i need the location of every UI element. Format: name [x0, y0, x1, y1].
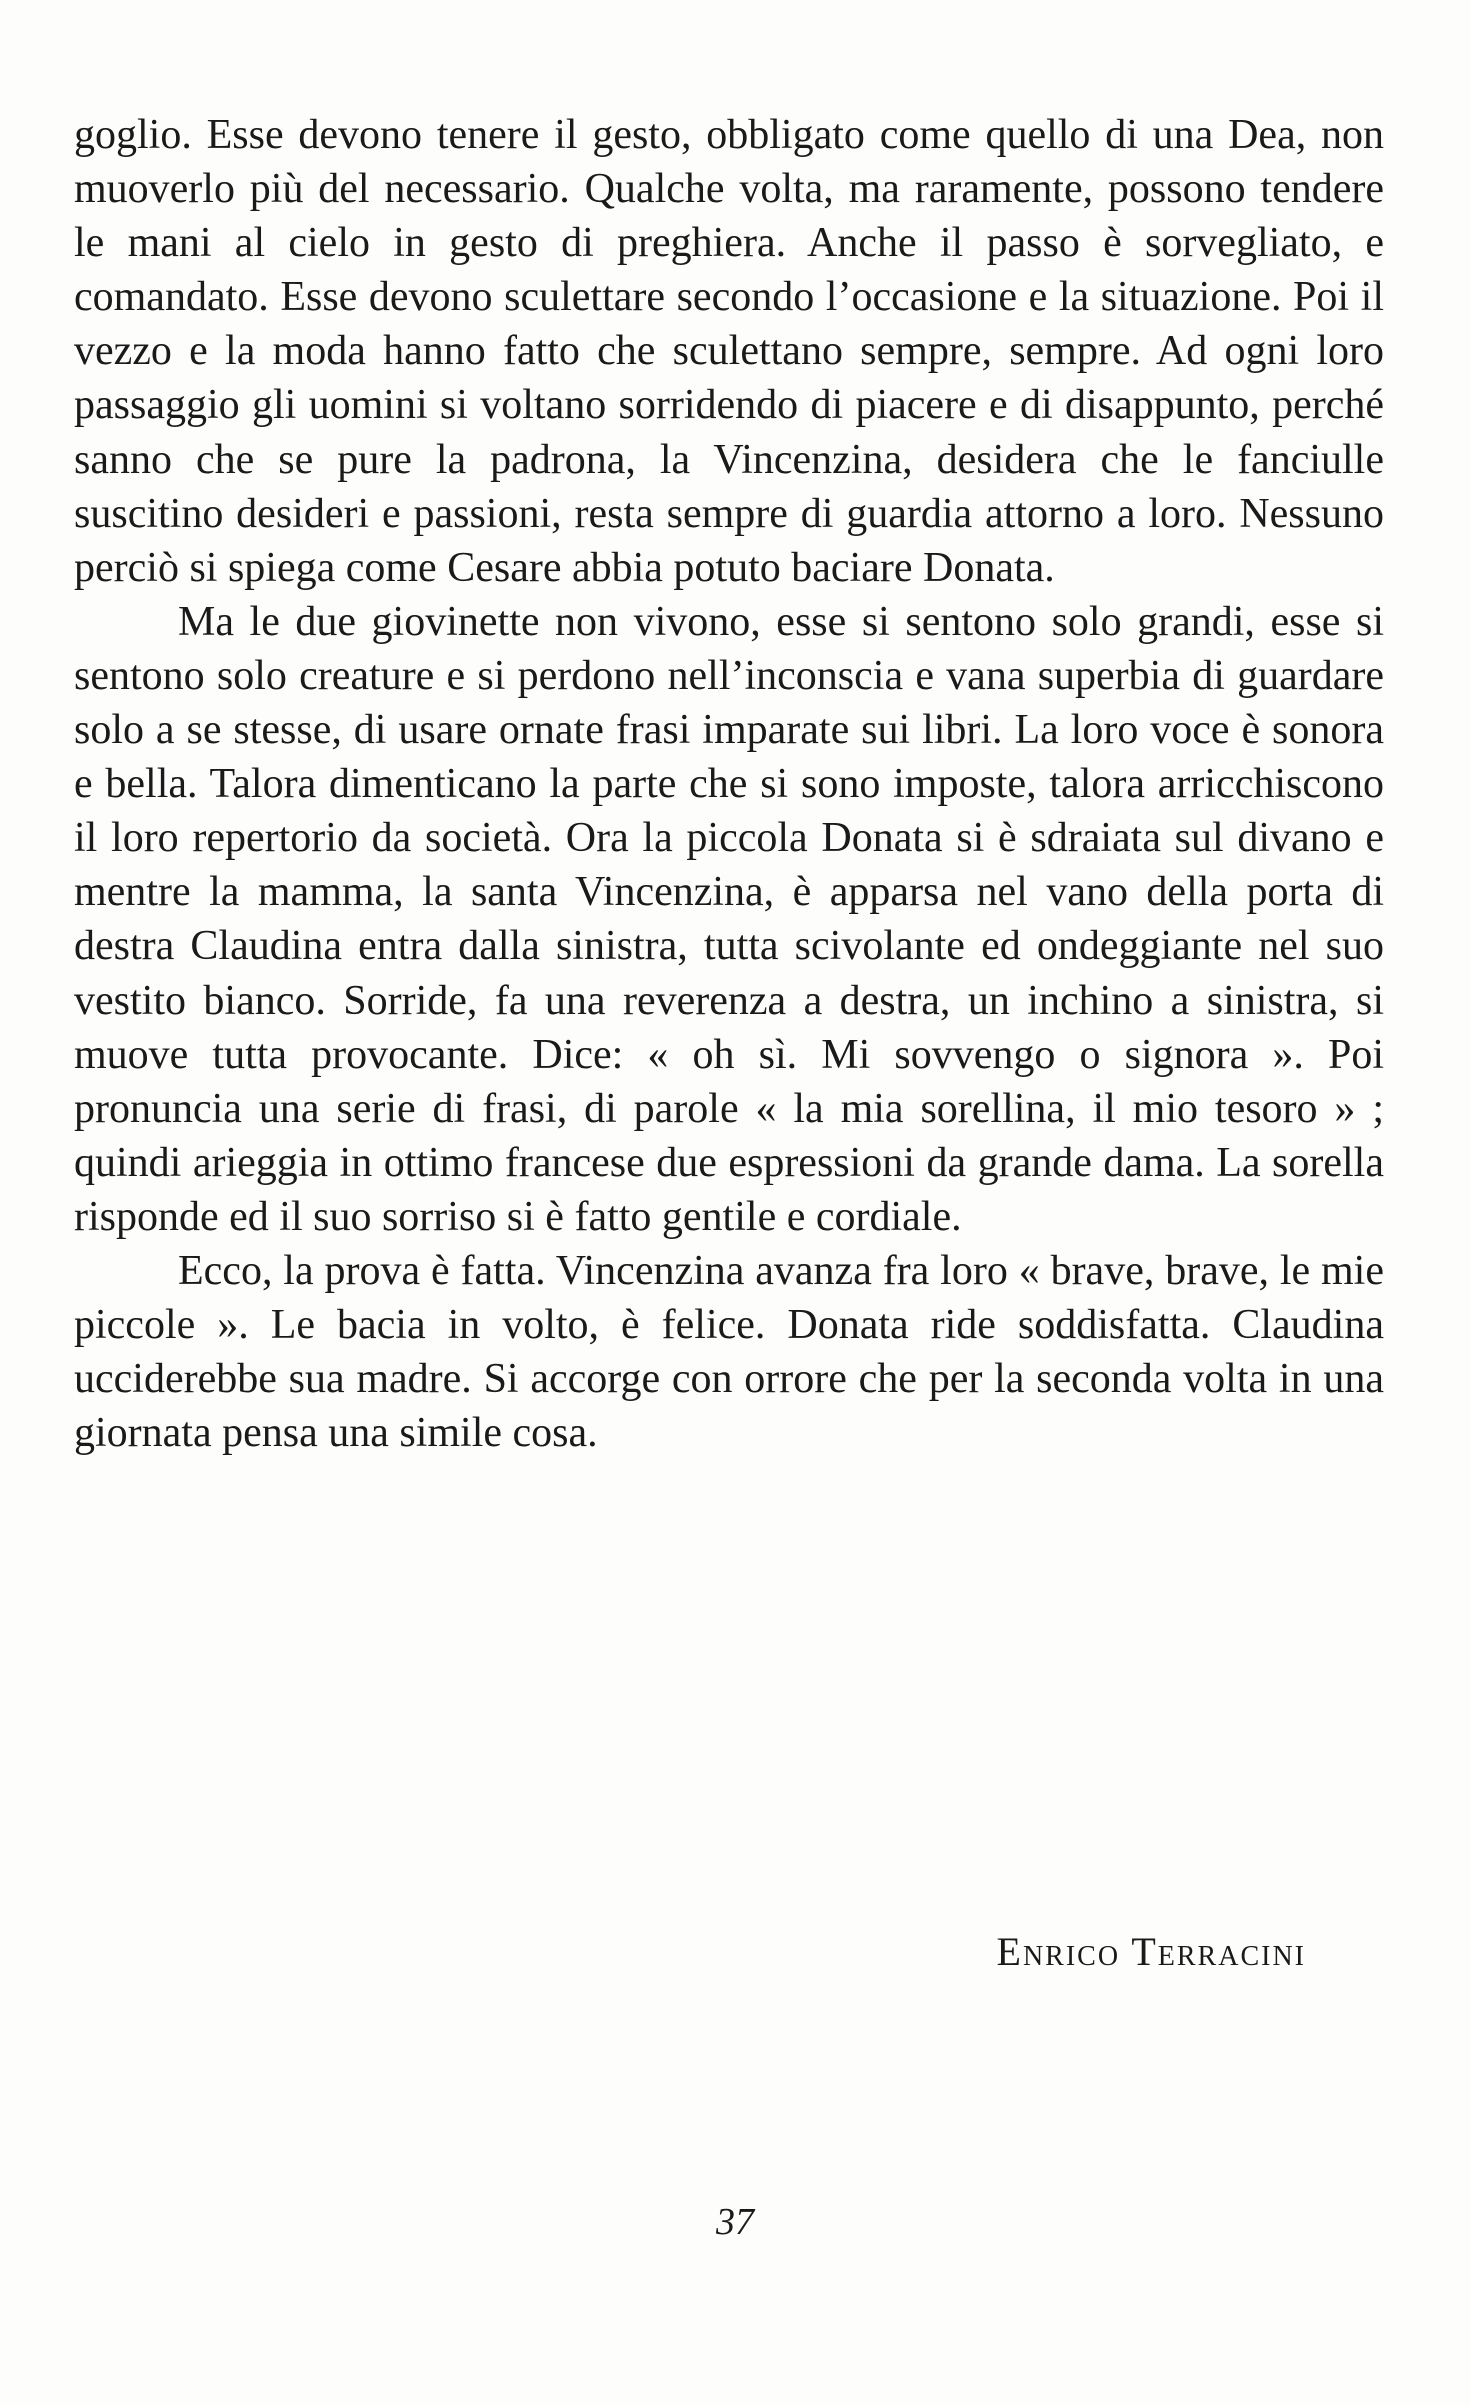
paragraph-3: Ecco, la prova è fatta. Vincenzina avanza fra loro « brave, brave, le mie piccole ». Le bacia in volto, è felice. Donata ride soddisfatta. Claudina ucciderebbe sua madre. Si accorge con orrore che per la seconda volta in una giornata pensa una simile cosa.: [74, 1247, 1384, 1457]
author-signature: Enrico Terracini: [996, 1929, 1306, 1974]
paragraph-2: Ma le due giovinette non vivono, esse si sentono solo grandi, esse si sentono solo creature e si perdono nell’inconscia e vana superbia di guardare solo a se stesse, di usare ornate frasi imparate sui libri. La loro voce è sonora e bella. Talora dimenticano la parte che si sono imposte, talora arricchiscono il loro repertorio da società. Ora la piccola Donata si è sdraiata sul divano e mentre la mamma, la santa Vincenzina, è apparsa nel vano della porta di destra Claudina entra dalla sinistra, tutta scivolante ed ondeggiante nel suo vestito bianco. Sorride, fa una reverenza a destra, un inchino a sinistra, si muove tutta provocante. Dice: « oh sì. Mi sovvengo o signora ». Poi pronuncia una serie di frasi, di parole « la mia sorellina, il mio tesoro » ; quindi arieggia in ottimo francese due espressioni da grande dama. La sorella risponde ed il suo sorriso si è fatto gentile e cordiale.: [74, 598, 1384, 1240]
paragraph-1: goglio. Esse devono tenere il gesto, obbligato come quello di una Dea, non muoverlo più del necessario. Qualche volta, ma raramente, possono tendere le mani al cielo in gesto di preghiera. Anche il passo è sorvegliato, e comandato. Esse devono sculettare secondo l’occasione e la situazione. Poi il vezzo e la moda hanno fatto che sculettano sempre, sempre. Ad ogni loro passaggio gli uomini si voltano sorridendo di piacere e di disappunto, perché sanno che se pure la padrona, la Vincenzina, desidera che le fanciulle suscitino desideri e passioni, resta sempre di guardia attorno a loro. Nessuno perciò si spiega come Cesare abbia potuto baciare Donata.: [74, 112, 1384, 591]
body-text: [74, 108, 1384, 1460]
page-number: 37: [716, 2201, 754, 2243]
